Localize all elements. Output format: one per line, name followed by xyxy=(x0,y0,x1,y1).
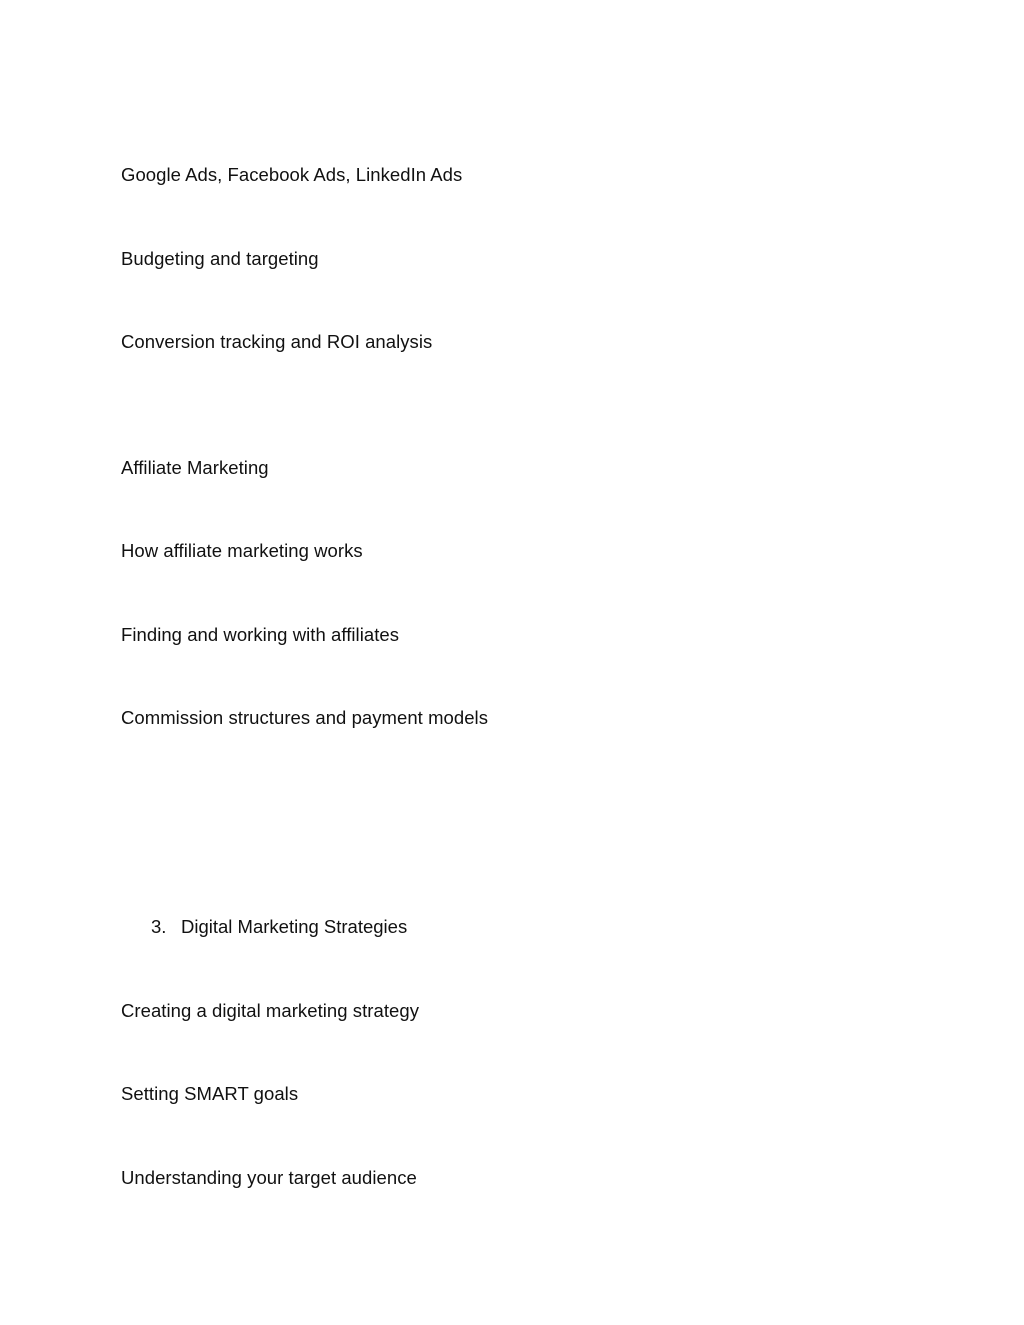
affiliate-heading: Affiliate Marketing xyxy=(121,457,269,478)
affiliate-item-commission: Commission structures and payment models xyxy=(121,707,489,728)
strategies-item-audience: Understanding your target audience xyxy=(121,1167,417,1188)
strategies-item-smart-goals: Setting SMART goals xyxy=(121,1083,299,1104)
strategies-heading-text: Digital Marketing Strategies xyxy=(181,916,408,937)
strategies-heading xyxy=(151,915,407,939)
affiliate-item-finding: Finding and working with affiliates xyxy=(121,624,400,645)
paid-ads-item-platforms: Google Ads, Facebook Ads, LinkedIn Ads xyxy=(121,164,463,185)
paid-ads-item-budgeting: Budgeting and targeting xyxy=(121,248,319,269)
strategies-item-creating: Creating a digital marketing strategy xyxy=(121,1000,419,1021)
paid-ads-item-conversion: Conversion tracking and ROI analysis xyxy=(121,331,433,352)
strategies-number: 3. xyxy=(151,916,167,937)
affiliate-item-how: How affiliate marketing works xyxy=(121,540,363,561)
